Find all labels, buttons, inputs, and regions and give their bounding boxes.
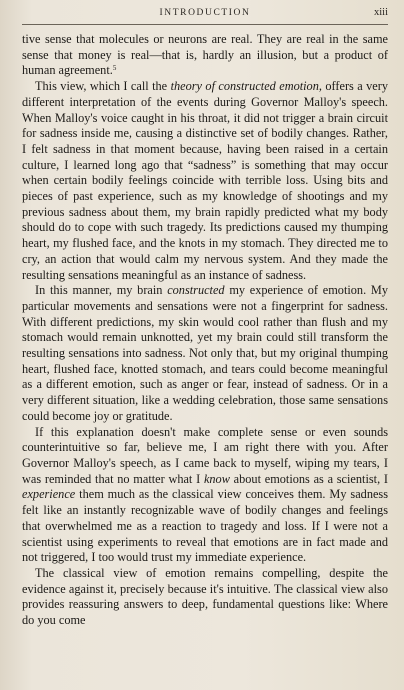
paragraph-2-text-a: This view, which I call the [35,79,171,94]
paragraph-4-text-a: If this explanation doesn't make complete sense or even sounds counterintuitive so far, believe me, I am right there with you. After Governor Malloy's speech, as I came back to myself, wiping my tears, I was reminded that no matter what I [22,424,388,486]
paragraph-3 [22,283,388,424]
paragraph-5 [22,566,388,629]
paragraph-3-emphasis: constructed [167,283,225,298]
body-text [22,32,388,629]
paragraph-2 [22,79,388,283]
paragraph-3-text-a: In this manner, my brain [35,283,168,298]
paragraph-4-text-b: about emotions as a scientist, I [229,471,388,486]
running-title: INTRODUCTION [159,8,251,18]
paragraph-4-text-c: them much as the classical view conceives them. My sadness felt like an instantly recognizable wave of bodily changes and feelings that overwhelmed me as a reaction to tragedy and loss. If I were not a scientist using experiments to reveal that emotions are in fact made and not triggered, I too would trust my immediate experience. [22,487,388,565]
footnote-marker: 5 [112,64,117,73]
paragraph-3-text-b: my experience of emotion. My particular movements and sensations were not a fingerprint for sadness. With different predictions, my skin would cool rather than flush and my stomach would remain unknotted, yet my brain could still transform the resulting sensations into sadness. Not only that, but my original thumping heart, flushed face, knotted stomach, and tears could become meaningful as a different emotion, such as anger or fear, instead of sadness. Or in a very different situation, like a wedding celebration, those same sensations could become joy or gratitude. [22,283,388,423]
paragraph-1 [22,32,388,79]
paragraph-2-text-b: offers a very different interpretation of the events during Governor Malloy's speech. When Malloy's voice caught in his throat, it did not trigger a brain circuit for sadness inside me, causing a distinctive set of bodily changes. Rather, I felt sadness in that moment because, having been raised in a certain culture, I learned long ago that “sadness” is something that may occur when certain bodily feelings coincide with terrible loss. Using bits and pieces of past experience, such as my knowledge of shootings and my previous sadness about them, my brain rapidly predicted what my body should do to cope with such tragedy. Its predictions caused my thumping heart, my flushed face, and the knots in my stomach. They directed me to cry, an action that would calm my nervous system. And they made the resulting sensations meaningful as an instance of sadness. [22,79,389,282]
paragraph-2-emphasis: theory of constructed emotion, [170,79,322,94]
running-head [22,6,388,25]
paragraph-4-emphasis-experience: experience [22,487,76,502]
paragraph-4 [22,425,388,566]
page-number: xiii [373,7,388,18]
paragraph-5-text: The classical view of emotion remains compelling, despite the evidence against it, precisely because it's intuitive. The classical view also provides reassuring answers to deep, fundamental questions like: Where do you come [22,565,388,628]
paragraph-4-emphasis-know: know [203,471,230,486]
paragraph-1-text: tive sense that molecules or neurons are real. They are real in the same sense that money is real—that is, hardly an illusion, but a product of human agreement. [22,32,388,78]
